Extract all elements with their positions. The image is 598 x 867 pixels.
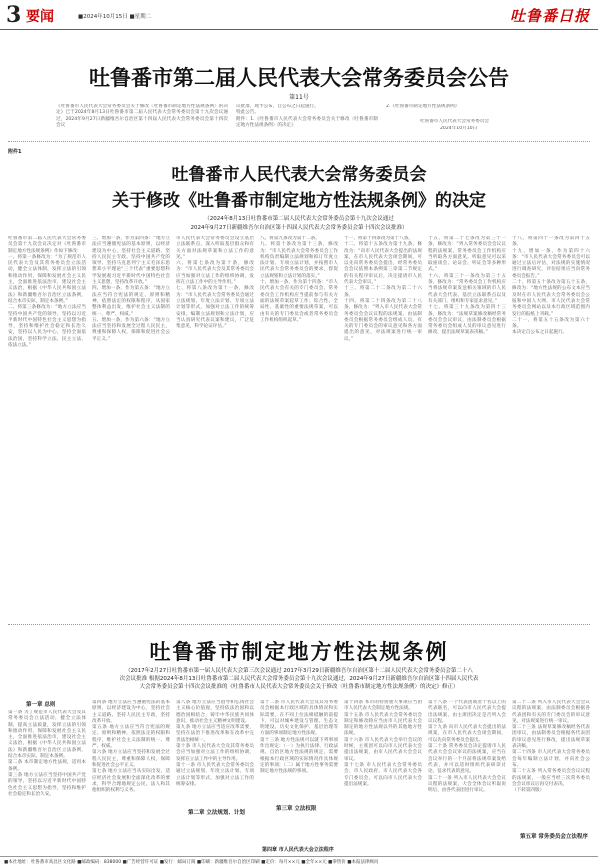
regulation-column-1: 第一条 为了规范市人民代表大会及其常务委员会立法活动，健全立法体制，提高立法质量，发挥立法的引领和推动作用，保障和发展社会主义民主，全面推进依法治市，建设社会主义法治，根据《中华人民共和国立法法》和新疆维吾尔自治区立法条例，结合本市实际，制定本条例。 第二条 本市制定地方性法规，适用本条例。 第三条 地方立法应当坚持中国共产党的领导，坚持以习近平新时代中国特色社会主义思想为指导，坚持和维护社会稳定和长治久安。 — [8, 710, 86, 797]
annex1-subtitle-1: （2024年8月13日吐鲁番市第二届人民代表大会常务委员会第十九次会议通过 — [204, 216, 394, 222]
page-number: 3 — [6, 2, 22, 28]
section-label: 要闻 — [26, 9, 54, 25]
annex1-column-3: 市人民代表大会常务委员会设立基层立法联系点，深入听取基层群众和有关方面对法规草案和立法工作的意见。” 六、将第七条改为第十条，修改为：“市人民代表大会及其常务委员会应当加强对立法工作的组织协调，发挥在立法工作中的主导作用。” 七、将第八条改为第十一条，修改为：“市人民代表大会常务委员会通过立法规划、年度立法计划、专项立法计划等形式，加强对立法工作的统筹安排。编制立法规划和立法计划，应当认真研究代表议案和建议，广泛征集意见，科学论证评估。” — [176, 236, 254, 330]
regulation-title: 吐鲁番市制定地方性法规条例 — [149, 640, 449, 664]
regulation-subtitle-3: 大会常务委员会第十四次会议批准的《吐鲁番市人民代表大会常务委员会关于修改〈吐鲁番市制定地方性法规条例〉的决定》修正） — [139, 684, 459, 690]
notice-sign-date: 2024年10月10日 — [440, 126, 478, 131]
annex1-title-line2: 关于修改《吐鲁番市制定地方性法规条例》的决定 — [112, 191, 486, 211]
divider — [8, 141, 590, 142]
annex1-column-2: 三、增加一条，作为第四条：“地方立法应当遵循宪法的基本原则，以经济建设为中心，坚持社会主义道路、坚持人民民主专政、坚持中国共产党的领导、坚持马克思列宁主义毛泽东思想邓小平理论“三个代表”重要思想科学发展观习近平新时代中国特色社会主义思想，坚持改革开放。” 四、增加一条，作为第五条：“地方立法应当符合宪法的规定、原则和精神，依照法定的权限和程序，从国家整体利益出发，维护社会主义法制的统一、尊严、权威。” 五、增加一条，作为第六条：“地方立法应当坚持和发展全过程人民民主，尊重和保障人权，保障和促进社会公平正义。” — [92, 236, 170, 342]
chapter-1-heading: 第一章 总则 — [26, 702, 56, 708]
annex1-subtitle-2: 2024年9月27日新疆维吾尔自治区第十四届人民代表大会常务委员会第十四次会议批准） — [190, 225, 408, 231]
annex1-label: 附件1 — [8, 149, 22, 155]
notice-body-middle: 议批准，现予公布，自公布之日起施行。 特此公告。 附件：1.《吐鲁番市人民代表大会常务委员会关于修改〈吐鲁番市制定地方性法规条例〉的决定》 — [236, 104, 378, 128]
date-line: ■2024年10月15日 ■星期二 — [78, 14, 152, 20]
regulation-column-3: 第八条 地方立法应当倡导和弘扬社会主义核心价值观，坚持依法治国和以德治国相结合，铸牢中华民族共同体意识，推动社会主义精神文明建设。 第九条 地方立法应当适应改革需要，坚持在法治下推进改革和在改革中完善法治相统一。 第十条 市人民代表大会及其常务委员会应当加强对立法工作的组织协调，发挥在立法工作中的主导作用。 第十一条 市人民代表大会常务委员会通过立法规划、年度立法计划、专项立法计划等形式，加强对立法工作的统筹安排。 — [176, 700, 254, 787]
chapter-2-heading: 第二章 立法规划、计划 — [188, 810, 245, 816]
annex1-column-4: 八、将第九条改为第十二条。 九、将第十条改为第十三条，修改为：“市人民代表大会常务委员会工作机构负责编制立法规划和拟订年度立法计划、专项立法计划，并按照市人民代表大会常务委员会的要求，督促立法规划和立法计划的落实。” 十、增加一条，作为第十四条：“市人民代表大会有关的专门委员会、常务委员会工作机构应当提前参与有关方面的法规草案起草工作；综合性、全局性、基础性的重要法规草案，可以由有关的专门委员会或者常务委员会工作机构组织起草。” — [260, 236, 338, 323]
regulation-column-7: 第二十二条 列入市人民代表大会会议议程的法规案，由法制委员会根据各代表团和有关的专门委员会的审议意见，对法规案进行统一审议。 第二十三条 法规草案修改稿经各代表团审议，由法制委员会根据各代表团的审议意见进行修改，提出法规草案表决稿。 第二十四条 市人民代表大会常务委员会每年编制立法计划，并向社会公布。 第二十五条 列入常务委员会会议议程的法规案，一般应当经三次常务委员会会议审议后再交付表决。 （下转第四版） — [512, 700, 590, 794]
annex1-title-line1: 吐鲁番市人民代表大会常务委员会 — [171, 165, 427, 185]
chapter-5-heading: 第五章 常务委员会立法程序 — [520, 834, 588, 840]
regulation-subtitle-2: 次会议批准 根据2024年8月13日吐鲁番市第二届人民代表大会常务委员会第十九次会议通过，2024年9月27日新疆维吾尔自治区第十四届人民代表 — [119, 676, 479, 682]
footer: ■本社地址：吐鲁番市高昌区文化路 ■邮政编码：838000 ■广告经营许可证 ■发行：邮局订阅 ■印刷：新疆维吾尔自治区印刷 ■定价：每月××元 ■全年××元 ■零售价 ■本报法律顾问 — [0, 856, 598, 867]
annex1-column-7: 十八、将第四十一条改为第四十五条。 十九、增加一条，作为第四十六条：“市人民代表大会常务委员会可以通过立法后评估，对法规的实施情况进行调查研究，评估结果应当向常务委员会报告。” 二十、将第五十条改为第五十五条，修改为：“地方性法规的公布文本应当及时在市人民代表大会常务委员会公报和中国人大网、市人民代表大会常务委员会网站以及本行政区域范围内发行的报纸上刊载。” 二十一、将第五十五条改为第六十条。 本决定自公布之日起施行。 — [512, 236, 590, 336]
annex1-column-1: 吐鲁番市第二届人民代表大会常务委员会第十九次会议决定对《吐鲁番市制定地方性法规条例》作如下修改： 一、将第一条修改为：“为了规范市人民代表大会及其常务委员会立法活动，健全立法体制，发挥立法的引领和推动作用，保障和发展社会主义民主，全面推进依法治市，建设社会主义法治，根据《中华人民共和国立法法》和新疆维吾尔自治区立法条例，结合本市实际，制定本条例。” 二、将第三条修改为：“地方立法应当坚持中国共产党的领导，坚持以习近平新时代中国特色社会主义思想为指导，坚持和维护社会稳定和长治久安，坚持以人民为中心，坚持全面依法治国，坚持科学立法、民主立法、依法立法。” — [8, 236, 86, 349]
newspaper-logo: 吐鲁番日报 — [509, 7, 590, 25]
notice-signer: 吐鲁番市人民代表大会常务委员会 — [420, 119, 489, 124]
annex1-column-5: 十一、将第十四条改为第十八条。 十二、将第十五条改为第十九条，修改为：“向市人民代表大会提出的法规案，在市人民代表大会闭会期间，可以先向常务委员会提出，经常务委员会会议依照本条例第三章第二节规定的有关程序审议后，决定提请市人民代表大会审议。” 十三、将第二十二条改为第二十六条。 十四、将第二十四条改为第二十八条，修改为：“列入市人民代表大会常务委员会会议议程的法规案，由法制委员会根据常务委员会组成人员、有关的专门委员会的审议意见和各方面提出的意见，对法规案进行统一审议。” — [344, 236, 422, 342]
chapter-4-heading: 第四章 市人民代表大会立法程序 — [262, 847, 334, 853]
regulation-column-5: 第十四条 本市的特别重大事项应当由市人民代表大会制定地方性法规。 第十五条 市人民代表大会常务委员会制定和修改除应当由市人民代表大会制定的地方性法规以外的其他地方性法规。 第十六条 市人民代表大会举行会议的时候，主席团可以向市人民代表大会提出法规案，由市人民代表大会会议审议。 第十七条 市人民代表大会常务委员会、市人民政府、市人民代表大会各专门委员会，可以向市人民代表大会提出法规案。 — [344, 700, 422, 787]
regulation-column-2: 第四条 地方立法应当遵循宪法的基本原则，以经济建设为中心，坚持社会主义道路、坚持人民民主专政，坚持改革开放。 第五条 地方立法应当符合宪法的规定、原则和精神，依照法定的权限和程序，维护社会主义法制的统一、尊严、权威。 第六条 地方立法应当坚持和发展全过程人民民主，尊重和保障人权，保障和促进社会公平正义。 第七条 地方立法应当从实际出发，适应经济社会发展和全面深化改革的要求，科学合理地规定公民、法人和其他组织的权利与义务。 — [92, 700, 170, 794]
masthead — [0, 0, 598, 30]
notice-number: 第11号 — [289, 94, 309, 101]
divider — [8, 624, 590, 625]
regulation-column-4: 第十二条 市人民代表大会及其常务委员会根据本行政区域的具体情况和实际需要，在不同上位法相抵触的前提下，可以对城乡建设与管理、生态文明建设、历史文化保护、基层治理等方面的事项制定地方性法规。 第十三条 地方性法规可以就下列事项作出规定：（一）为执行法律、行政法规、自治区地方性法规的规定，需要根据本行政区域的实际情况作具体规定的事项；（二）属于地方性事务需要制定地方性法规的事项。 — [260, 700, 338, 775]
notice-title: 吐鲁番市第二届人民代表大会常务委员会公告 — [89, 66, 509, 90]
chapter-3-heading: 第三章 立法权限 — [276, 806, 317, 812]
regulation-subtitle-1: （2017年2月27日吐鲁番市第一届人民代表大会第三次会议通过 2017年3月29日新疆维吾尔自治区第十二届人民代表大会常务委员会第二十八 — [125, 668, 473, 674]
notice-body-right: 2.《吐鲁番市制定地方性法规条例》 — [386, 104, 460, 109]
regulation-column-6: 第十八条 一个代表团或者十名以上的代表联名，可以向市人民代表大会提出法规案，由主席团决定是否列入会议议程。 第十九条 向市人民代表大会提出的法规案，在市人民代表大会闭会期间，可以先向常务委员会提出。 第二十条 常务委员会决定提请市人民代表大会会议审议的法规案，应当在会议举行的一个月前将法规草案发给代表，并可以适时组织代表研读讨论，征求代表的意见。 第二十一条 列入市人民代表大会会议议程的法规案，大会全体会议听取说明后，由各代表团进行审议。 — [428, 700, 506, 794]
notice-body-left: 《吐鲁番市人民代表大会常务委员会关于修改〈吐鲁番市制定地方性法规条例〉的决定》已于2024年8月13日吐鲁番市第二届人民代表大会常务委员会第十九次会议通过，2024年9月27日新疆维吾尔自治区第十四届人民代表大会常务委员会第十四次会议 — [56, 104, 228, 128]
annex1-column-6: 十五、将第二十七条改为第三十一条，修改为：“列入常务委员会会议议程的法规案，常务委员会工作机构应当听取各方面意见。听取意见可以采取座谈会、论证会、听证会等多种形式。” 十六、将第三十一条改为第三十五条，修改为：“常务委员会工作机构应当将法规草案发送相关领域的市人民代表大会代表、基层立法联系点以及有关部门、组织和专家征求意见。” 十七、将第三十九条改为第四十三条，修改为：“法规草案修改稿经常务委员会会议审议，由法制委员会根据常务委员会组成人员的审议意见进行修改，提出法规草案表决稿。” — [428, 236, 506, 336]
